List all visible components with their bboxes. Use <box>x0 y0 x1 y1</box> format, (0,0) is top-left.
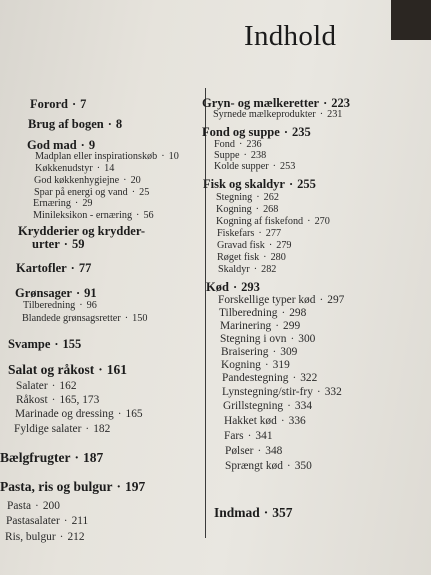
toc-label: Brug af bogen <box>28 117 104 131</box>
toc-page: 56 <box>143 210 154 221</box>
toc-label: Køkkenudstyr <box>35 163 93 174</box>
toc-subentry: Blandede grønsagsretter · 150 <box>22 313 148 324</box>
toc-subentry: Kolde supper · 253 <box>214 161 296 172</box>
toc-label: Kød <box>206 280 229 294</box>
toc-page: 10 <box>168 151 179 162</box>
toc-page: 8 <box>115 117 123 131</box>
toc-page: 211 <box>71 515 89 527</box>
toc-page: 200 <box>42 500 60 512</box>
toc-subentry: Skaldyr · 282 <box>218 264 277 275</box>
toc-subentry: Pølser · 348 <box>225 445 283 457</box>
toc-entry-salat-og-rakost: Salat og råkost · 161 <box>8 362 128 377</box>
toc-page: 7 <box>80 97 87 111</box>
toc-subentry: Fyldige salater · 182 <box>14 423 111 435</box>
column-divider <box>205 88 206 538</box>
toc-page: 348 <box>265 445 283 457</box>
toc-page: 231 <box>327 109 343 120</box>
toc-label: Bælgfrugter <box>0 450 71 465</box>
toc-page: 341 <box>255 430 273 442</box>
toc-page: 309 <box>280 346 298 358</box>
toc-label: Suppe <box>214 150 240 161</box>
toc-subentry: Stegning · 262 <box>216 192 279 203</box>
toc-page: 238 <box>250 150 267 161</box>
toc-subentry: Røget fisk · 280 <box>217 252 286 263</box>
toc-page: 334 <box>294 400 313 412</box>
toc-subentry: Råkost · 165, 173 <box>16 394 100 406</box>
toc-label: Blandede grønsagsretter <box>22 313 121 324</box>
toc-label: Minileksikon - ernæring <box>33 210 133 221</box>
toc-subentry: Hakket kød · 336 <box>224 415 306 427</box>
toc-page: 293 <box>241 280 260 294</box>
toc-label: Braisering <box>221 346 269 358</box>
toc-label: Råkost <box>16 394 48 406</box>
toc-page: 299 <box>283 320 301 332</box>
toc-label: God mad <box>27 138 77 152</box>
toc-page: 235 <box>291 125 311 139</box>
toc-label: Salat og råkost <box>8 362 95 377</box>
toc-page: 357 <box>272 505 293 520</box>
toc-subentry: Kogning · 319 <box>221 359 290 371</box>
toc-label: Pastasalater <box>6 515 60 527</box>
toc-page: 77 <box>78 261 92 275</box>
toc-label: Fond og suppe <box>202 125 280 139</box>
toc-subentry: Lynstegning/stir-fry · 332 <box>222 386 342 398</box>
toc-page: 197 <box>125 479 146 494</box>
toc-label: Kogning af fiskefond <box>216 216 304 227</box>
toc-subentry: Forskellige typer kød · 297 <box>218 294 345 306</box>
toc-page: 161 <box>106 362 128 377</box>
toc-label: Tilberedning <box>23 300 76 311</box>
toc-label: Tilberedning <box>219 307 278 319</box>
toc-subentry: Suppe · 238 <box>214 150 267 161</box>
toc-label: Pasta, ris og bulgur <box>0 479 113 494</box>
toc-label: Stegning i ovn <box>220 333 287 345</box>
toc-entry-baelgfrugter: Bælgfrugter · 187 <box>0 450 104 465</box>
toc-page: 150 <box>132 313 148 324</box>
toc-page: 96 <box>86 300 97 311</box>
toc-entry-svampe: Svampe · 155 <box>8 337 82 351</box>
toc-page: 322 <box>300 372 318 384</box>
toc-label: Kogning <box>216 204 252 215</box>
toc-page: 91 <box>84 286 97 300</box>
toc-page: 270 <box>314 216 330 227</box>
toc-entry-gryn-og-maelkeretter: Gryn- og mælkeretter · 223 <box>202 96 351 110</box>
toc-label: Forord <box>30 97 68 111</box>
toc-label: Pasta <box>7 500 32 512</box>
toc-label: Indmad <box>214 505 260 520</box>
page-title: Indhold <box>244 20 337 52</box>
toc-subentry: Ris, bulgur · 212 <box>5 531 85 543</box>
toc-label: Salater <box>16 380 48 392</box>
toc-entry-brug-af-bogen: Brug af bogen · 8 <box>28 117 123 131</box>
toc-label: Pølser <box>225 445 254 457</box>
toc-page: 162 <box>59 380 77 392</box>
toc-page: 297 <box>327 294 345 306</box>
toc-page: 14 <box>104 163 115 174</box>
toc-subentry: Pastasalater · 211 <box>6 515 89 527</box>
toc-label: Syrnede mælkeprodukter <box>213 109 316 120</box>
toc-entry-gronsager: Grønsager · 91 <box>15 286 97 300</box>
toc-subentry: Gravad fisk · 279 <box>217 240 292 251</box>
toc-page: 279 <box>276 240 292 251</box>
toc-label: Skaldyr <box>218 264 250 275</box>
toc-label: Spar på energi og vand <box>34 187 128 198</box>
toc-page: 212 <box>67 531 85 543</box>
toc-page: 25 <box>139 187 150 198</box>
toc-page: 236 <box>246 139 262 150</box>
toc-label: Hakket kød <box>224 415 277 427</box>
toc-subentry: Syrnede mælkeprodukter · 231 <box>213 109 343 120</box>
toc-label: Fars <box>224 430 244 442</box>
toc-subentry: Braisering · 309 <box>221 346 298 358</box>
toc-label: Kolde supper <box>214 161 269 172</box>
toc-entry-forord: Forord · 7 <box>30 97 87 111</box>
toc-label: Krydderier og krydder- <box>18 224 146 238</box>
toc-label: Lynstegning/stir-fry <box>222 386 313 398</box>
toc-subentry: Fiskefars · 277 <box>217 228 282 239</box>
toc-page: 336 <box>288 415 306 427</box>
toc-label: Grillstegning <box>223 400 284 412</box>
toc-subentry: Tilberedning · 298 <box>219 307 307 319</box>
toc-page: 332 <box>324 386 342 398</box>
toc-page: 182 <box>93 423 111 435</box>
toc-page: 282 <box>261 264 277 275</box>
toc-label: Sprængt kød <box>225 460 283 472</box>
toc-subentry: Madplan eller inspirationskøb · 10 <box>35 151 179 162</box>
toc-subentry: Pandestegning · 322 <box>222 372 318 384</box>
toc-page: 223 <box>331 96 351 110</box>
toc-subentry: Grillstegning · 334 <box>223 400 313 412</box>
toc-subentry: Kogning · 268 <box>216 204 279 215</box>
toc-entry-indmad: Indmad · 357 <box>214 505 293 520</box>
toc-subentry: Stegning i ovn · 300 <box>220 333 316 345</box>
toc-entry-krydderier-cont: urter · 59 <box>32 237 85 251</box>
toc-label: urter <box>32 237 60 251</box>
toc-subentry: Fond · 236 <box>214 139 262 150</box>
toc-label: Svampe <box>8 337 51 351</box>
toc-subentry: Kogning af fiskefond · 270 <box>216 216 330 227</box>
toc-label: Madplan eller inspirationskøb <box>35 151 158 162</box>
toc-label: Gryn- og mælkeretter <box>202 96 320 110</box>
toc-subentry: Pasta · 200 <box>7 500 60 512</box>
toc-entry-pasta-ris-bulgur: Pasta, ris og bulgur · 197 <box>0 479 146 494</box>
toc-label: Gravad fisk <box>217 240 265 251</box>
toc-subentry: God køkkenhygiejne · 20 <box>34 175 141 186</box>
toc-label: Marinering <box>220 320 272 332</box>
toc-label: God køkkenhygiejne <box>34 175 120 186</box>
toc-page: 29 <box>82 198 93 209</box>
toc-subentry: Marinering · 299 <box>220 320 301 332</box>
toc-page: 298 <box>289 307 307 319</box>
toc-subentry: Tilberedning · 96 <box>23 300 97 311</box>
toc-page: 262 <box>263 192 279 203</box>
toc-entry-god-mad: God mad · 9 <box>27 138 96 152</box>
toc-subentry: Fars · 341 <box>224 430 273 442</box>
toc-label: Marinade og dressing <box>15 408 114 420</box>
toc-label: Kogning <box>221 359 261 371</box>
toc-page: 268 <box>263 204 279 215</box>
toc-page: 319 <box>272 359 290 371</box>
toc-entry-kartofler: Kartofler · 77 <box>16 261 92 275</box>
toc-subentry: Minileksikon - ernæring · 56 <box>33 210 154 221</box>
toc-label: Ernæring <box>33 198 71 209</box>
toc-label: Ris, bulgur <box>5 531 56 543</box>
toc-label: Stegning <box>216 192 253 203</box>
toc-label: Pandestegning <box>222 372 289 384</box>
toc-page: 165, 173 <box>59 394 100 406</box>
toc-label: Grønsager <box>15 286 72 300</box>
toc-page: 59 <box>71 237 85 251</box>
toc-entry-fond-og-suppe: Fond og suppe · 235 <box>202 125 311 139</box>
toc-page: 155 <box>62 337 82 351</box>
toc-label: Kartofler <box>16 261 67 275</box>
toc-subentry: Sprængt kød · 350 <box>225 460 312 472</box>
toc-label: Fisk og skaldyr <box>203 177 285 191</box>
toc-subentry: Salater · 162 <box>16 380 77 392</box>
toc-page: 187 <box>83 450 104 465</box>
toc-subentry: Spar på energi og vand · 25 <box>34 187 150 198</box>
toc-page: 280 <box>270 252 286 263</box>
background-corner <box>391 0 431 40</box>
toc-entry-fisk-og-skaldyr: Fisk og skaldyr · 255 <box>203 177 316 191</box>
toc-label: Fyldige salater <box>14 423 82 435</box>
toc-page: 20 <box>130 175 141 186</box>
toc-page: 255 <box>297 177 316 191</box>
toc-page: 9 <box>88 138 96 152</box>
toc-page: 165 <box>125 408 143 420</box>
toc-label: Fond <box>214 139 235 150</box>
toc-subentry: Ernæring · 29 <box>33 198 93 209</box>
toc-label: Fiskefars <box>217 228 255 239</box>
toc-page: 300 <box>298 333 316 345</box>
toc-page: 253 <box>280 161 296 172</box>
toc-subentry: Køkkenudstyr · 14 <box>35 163 115 174</box>
toc-entry-kod: Kød · 293 <box>206 280 260 294</box>
toc-page: 350 <box>294 460 312 472</box>
toc-label: Røget fisk <box>217 252 260 263</box>
toc-label: Forskellige typer kød <box>218 294 316 306</box>
toc-page: 277 <box>265 228 282 239</box>
toc-subentry: Marinade og dressing · 165 <box>15 408 143 420</box>
